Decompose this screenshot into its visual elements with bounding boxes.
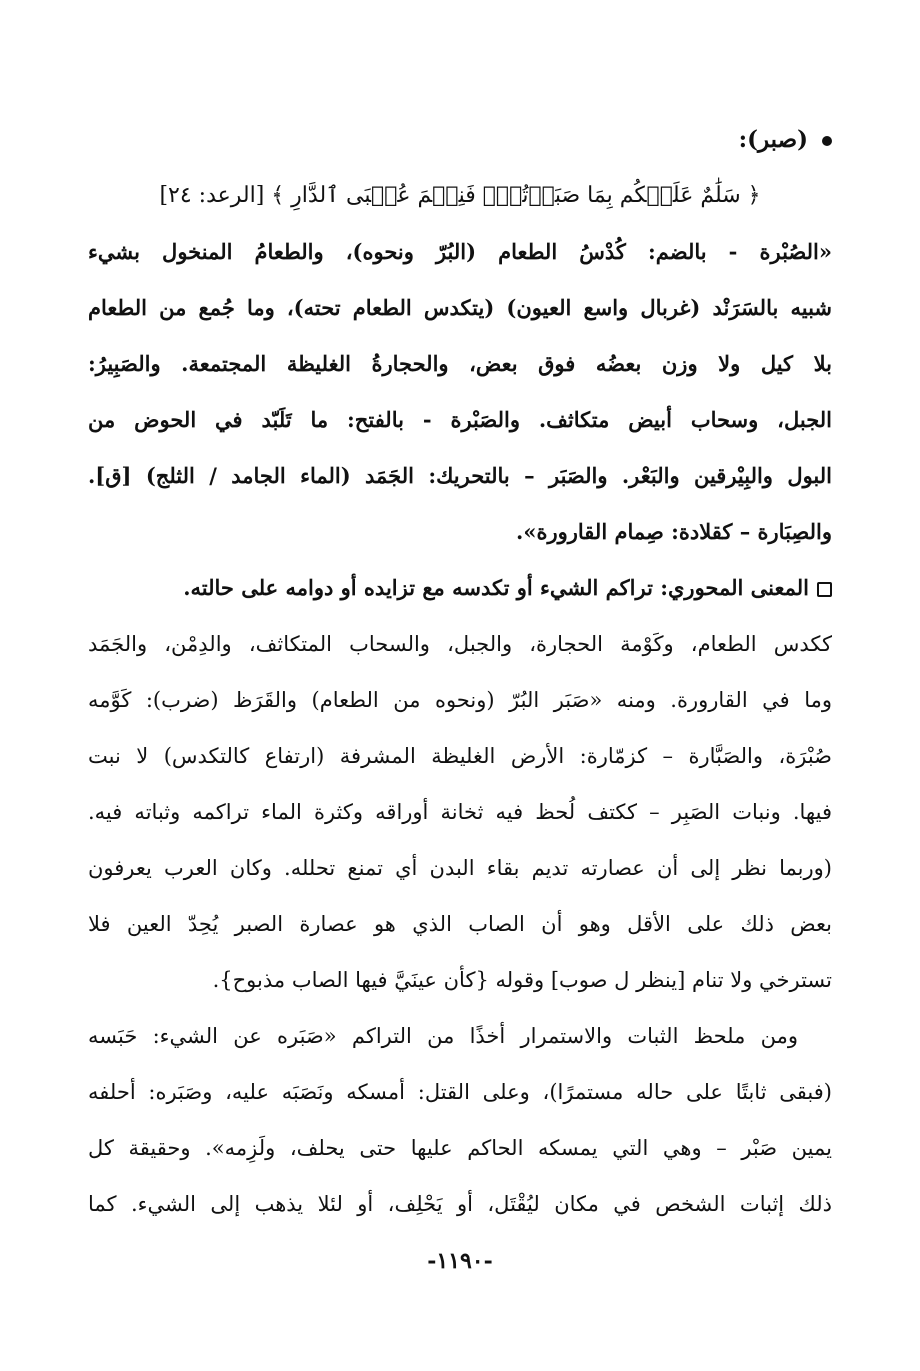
dictionary-line: والصِبَارة – كقلادة: صِمام القارورة». <box>516 519 832 544</box>
square-box-icon <box>817 582 832 597</box>
bullet-icon <box>822 136 832 146</box>
dictionary-line: بلا كيل ولا وزن بعضُه فوق بعض، والحجارةُ الغليظة المجتمعة. والصَبِيرُ: <box>88 351 832 376</box>
dictionary-line: الجبل، وسحاب أبيض متكاثف. والصَبْرة - بالفتح: ما تَلَبّد في الحوض من <box>88 407 832 432</box>
continuation-line: ذلك إثبات الشخص في مكان ليُقْتَل، أو يَحْلِف، أو لئلا يذهب إلى الشيء. كما <box>88 1192 832 1216</box>
core-meaning-line: تسترخي ولا تنام [ينظر ل صوب] وقوله {كأن عينَيَّ فيها الصاب مذبوح}. <box>212 968 832 992</box>
core-meaning-line: ككدس الطعام، وكَوْمة الحجارة، والجبل، والسحاب المتكاثف، والدِمْن، والجَمَد <box>88 632 832 656</box>
continuation-line: (فبقى ثابتًا على حاله مستمرًا)، وعلى القتل: أمسكه ونَصَبَه عليه، وصَبَره: أحلفه <box>88 1080 832 1104</box>
core-meaning-heading-text: المعنى المحوري: تراكم الشيء أو تكدسه مع تزايده أو دوامه على حالته. <box>183 575 809 600</box>
core-meaning-line: صُبْرَة، والصَبَّارة – كزمّارة: الأرض الغليظة المشرفة (ارتفاع كالتكدس) لا نبت <box>88 744 832 768</box>
core-meaning-line: فيها. ونبات الصَبِر – ككتف لُحظ فيه ثخانة أوراقه وكثرة الماء تراكمه وثباته فيه. <box>88 800 832 824</box>
continuation-line: ومن ملحظ الثبات والاستمرار أخذًا من التراكم «صَبَره عن الشيء: حَبَسه <box>88 1024 798 1048</box>
core-meaning-line: بعض ذلك على الأقل وهو أن الصاب الذي هو عصارة الصبر يُحِدّ العين فلا <box>88 912 832 936</box>
entry-heading <box>88 112 832 168</box>
dictionary-line: «الصُبْرة - بالضم: كُدْسُ الطعام (البُرّ ونحوه)، والطعامُ المنخول بشيء <box>88 239 832 264</box>
page-number: -١١٩٠- <box>427 1248 493 1274</box>
core-meaning-line: وما في القارورة. ومنه «صَبَر البُرّ (ونحوه من الطعام) والقَرَظ (ضرب): كَوَّمه <box>88 688 832 712</box>
dictionary-line: شبيه بالسَرَنْد (غربال واسع العيون) (يتكدس الطعام تحته)، وما جُمع من الطعام <box>88 295 832 320</box>
entry-heading-text: (صبر): <box>738 126 808 153</box>
dictionary-line: البول والبِيْرقين والبَعْر. والصَبَر – بالتحريك: الجَمَد (الماء الجامد / الثلج) [ق]. <box>88 463 832 488</box>
core-meaning-line: (وربما نظر إلى أن عصارته تديم بقاء البدن أي تمنع تحلله. وكان العرب يعرفون <box>88 856 832 880</box>
core-meaning-heading <box>88 560 832 616</box>
continuation-line: يمين صَبْر – وهي التي يمسكه الحاكم عليها حتى يحلف، ولَزِمه». وحقيقة كل <box>88 1136 832 1160</box>
quran-verse: ﴿ سَلَٰمٌ عَلَيۡكُم بِمَا صَبَرۡتُمۡۚ فَنِعۡمَ عُقۡبَى ٱلدَّارِ ﴾ [الرعد: ٢٤] <box>159 183 761 208</box>
